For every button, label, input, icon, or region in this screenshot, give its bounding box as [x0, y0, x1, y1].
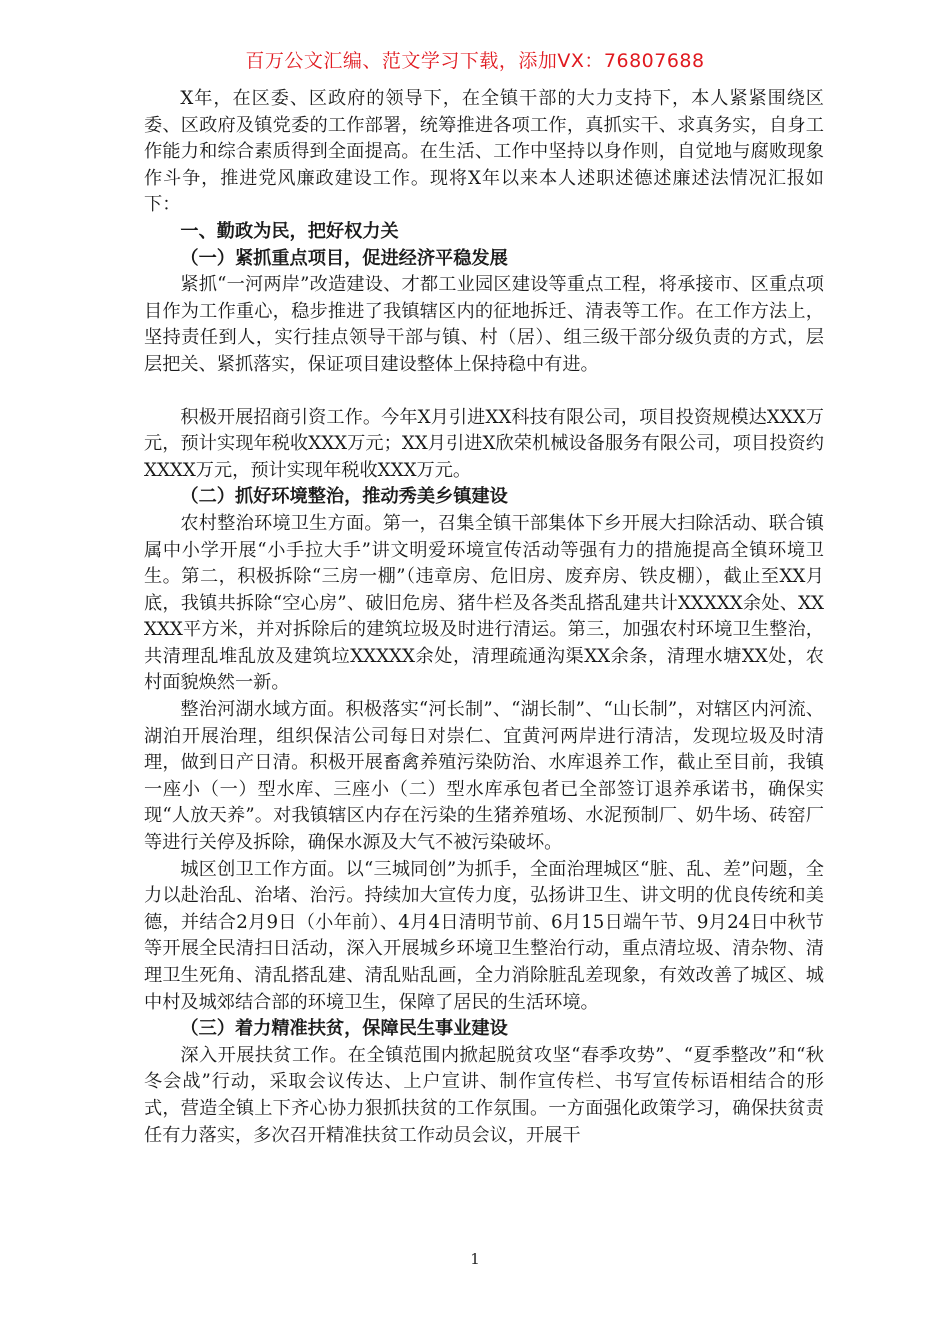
subsection-heading-3: （三）着力精准扶贫，保障民生事业建设	[180, 1018, 508, 1040]
header-banner: 百万公文汇编、范文学习下载，添加VX：76807688	[245, 50, 705, 72]
paragraph-gap	[144, 379, 824, 405]
paragraph: 整治河湖水域方面。积极落实“河长制”、“湖长制”、“山长制”，对辖区内河流、湖泊开展治理，组织保洁公司每日对崇仁、宜黄河两岸进行清洁，发现垃圾及时清理，做到日产日清。积极开展畜禽养殖污染防治、水库退养工作，截止至目前，我镇一座小（一）型水库、三座小（二）型水库承包者已全部签订退养承诺书，确保实现“人放天养”。对我镇辖区内存在污染的生猪养殖场、水泥预制厂、奶牛场、砖窑厂等进行关停及拆除，确保水源及大气不被污染破坏。	[144, 699, 824, 854]
subsection-heading-1: （一）紧抓重点项目，促进经济平稳发展	[180, 247, 508, 269]
subsection-heading-2: （二）抓好环境整治，推动秀美乡镇建设	[180, 486, 508, 508]
page-number: 1	[470, 1250, 480, 1268]
paragraph: 积极开展招商引资工作。今年X月引进XX科技有限公司，项目投资规模达XXX万元，预计实现年税收XXX万元；XX月引进X欣荣机械设备服务有限公司，项目投资约XXXX万元，预计实现年税收XXX万元。	[144, 406, 824, 481]
paragraph: 城区创卫工作方面。以“三城同创”为抓手，全面治理城区“脏、乱、差”问题，全力以赴治乱、治堵、治污。持续加大宣传力度，弘扬讲卫生、讲文明的优良传统和美德，并结合2月9日（小年前）、4月4日清明节前、6月15日端午节、9月24日中秋节等开展全民清扫日活动，深入开展城乡环境卫生整治行动，重点清垃圾、清杂物、清理卫生死角、清乱搭乱建、清乱贴乱画，全力消除脏乱差现象，有效改善了城区、城中村及城郊结合部的环境卫生，保障了居民的生活环境。	[144, 858, 824, 1013]
section-heading-1: 一、勤政为民，把好权力关	[180, 220, 399, 242]
paragraph: 深入开展扶贫工作。在全镇范围内掀起脱贫攻坚“春季攻势”、“夏季整改”和“秋冬会战”行动，采取会议传达、上户宣讲、制作宣传栏、书写宣传标语相结合的形式，营造全镇上下齐心协力狠抓扶贫的工作氛围。一方面强化政策学习，确保扶贫责任有力落实，多次召开精准扶贫工作动员会议，开展干	[144, 1044, 824, 1146]
paragraph: 紧抓“一河两岸”改造建设、才都工业园区建设等重点工程，将承接市、区重点项目作为工作重心，稳步推进了我镇辖区内的征地拆迁、清表等工作。在工作方法上，坚持责任到人，实行挂点领导干部与镇、村（居）、组三级干部分级负责的方式，层层把关、紧抓落实，保证项目建设整体上保持稳中有进。	[144, 274, 824, 375]
paragraph: 农村整治环境卫生方面。第一，召集全镇干部集体下乡开展大扫除活动、联合镇属中小学开展“小手拉大手”讲文明爱环境宣传活动等强有力的措施提高全镇环境卫生。第二，积极拆除“三房一棚”（违章房、危旧房、废弃房、铁皮棚），截止至XX月底，我镇共拆除“空心房”、破旧危房、猪牛栏及各类乱搭乱建共计XXXXX余处、XXXXX平方米，并对拆除后的建筑垃圾及时进行清运。第三，加强农村环境卫生整治，共清理乱堆乱放及建筑垃XXXXX余处，清理疏通沟渠XX余条，清理水塘XX处，农村面貌焕然一新。	[144, 512, 824, 694]
document-body	[144, 86, 824, 1149]
intro-paragraph: X年，在区委、区政府的领导下，在全镇干部的大力支持下，本人紧紧围绕区委、区政府及镇党委的工作部署，统筹推进各项工作，真抓实干、求真务实，自身工作能力和综合素质得到全面提高。在生活、工作中坚持以身作则，自觉地与腐败现象作斗争，推进党风廉政建设工作。现将X年以来本人述职述德述廉述法情况汇报如下：	[144, 88, 824, 216]
